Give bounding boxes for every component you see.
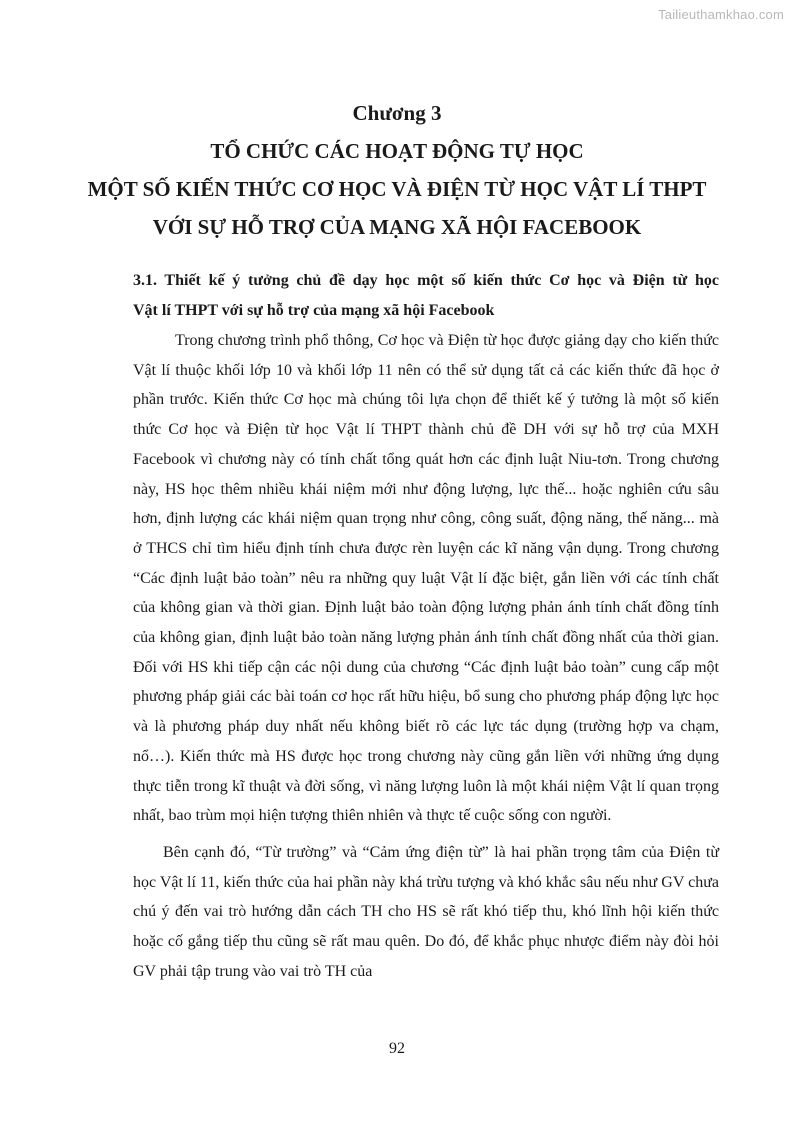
paragraph-1: Trong chương trình phổ thông, Cơ học và Điện từ học được giảng dạy cho kiến thức Vật lí thuộc khối lớp 10 và khối lớp 11 nên có thể sử dụng tất cả các kiến thức đã học ở phần trước. Kiến thức Cơ học mà chúng tôi lựa chọn để thiết kế ý tưởng là một số kiến thức Cơ học và Điện từ học Vật lí THPT thành chủ đề DH với sự hỗ trợ của MXH Facebook vì chương này có tính chất tổng quát hơn các định luật Niu-tơn. Trong chương này, HS học thêm nhiều khái niệm mới như động lượng, lực thế... hoặc nghiên cứu sâu hơn, định lượng các khái niệm quan trọng như công, công suất, động năng, thế năng... mà ở THCS chỉ tìm hiểu định tính chưa được rèn luyện các kĩ năng vận dụng. Trong chương “Các định luật bảo toàn” nêu ra những quy luật Vật lí đặc biệt, gắn liền với các tính chất của không gian và thời gian. Định luật bảo toàn động lượng phản ánh tính chất đồng tính của không gian, định luật bảo toàn năng lượng phản ánh tính chất đồng nhất của thời gian. Đối với HS khi tiếp cận các nội dung của chương “Các định luật bảo toàn” cung cấp một phương pháp giải các bài toán cơ học rất hữu hiệu, bổ sung cho phương pháp động lực học và là phương pháp duy nhất nếu không biết rõ các lực tác dụng (trường hợp va chạm, nổ…). Kiến thức mà HS được học trong chương này cũng gắn liền với những ứng dụng thực tiễn trong kĩ thuật và đời sống, vì năng lượng luôn là một khái niệm Vật lí quan trọng nhất, bao trùm mọi hiện tượng thiên nhiên và thực tế cuộc sống con người. (133, 332, 719, 825)
section-heading-line-2: Vật lí THPT với sự hỗ trợ của mạng xã hội Facebook (133, 302, 495, 319)
chapter-number: Chương 3 (352, 101, 442, 125)
chapter-heading (0, 94, 794, 246)
page-number: 92 (389, 1040, 405, 1057)
body-text (133, 326, 719, 986)
chapter-title-line-2: MỘT SỐ KIẾN THỨC CƠ HỌC VÀ ĐIỆN TỪ HỌC VẬT LÍ THPT (87, 177, 707, 201)
paragraph-2: Bên cạnh đó, “Từ trường” và “Cảm ứng điện từ” là hai phần trọng tâm của Điện từ học Vật lí 11, kiến thức của hai phần này khá trừu tượng và khó khắc sâu nếu như GV chưa chú ý đến vai trò hướng dẫn cách TH cho HS sẽ rất khó tiếp thu, khó lĩnh hội kiến thức hoặc cố gắng tiếp thu cũng sẽ rất mau quên. Do đó, để khắc phục nhược điểm này đòi hỏi GV phải tập trung vào vai trò TH của (133, 843, 719, 980)
chapter-title-line-1: TỔ CHỨC CÁC HOẠT ĐỘNG TỰ HỌC (210, 139, 584, 163)
watermark: Tailieuthamkhao.com (658, 7, 784, 22)
section-heading-line-1: 3.1. Thiết kế ý tưởng chủ đề dạy học một số kiến thức Cơ học và Điện từ học (133, 272, 719, 289)
chapter-title-line-3: VỚI SỰ HỖ TRỢ CỦA MẠNG XÃ HỘI FACEBOOK (152, 215, 642, 239)
